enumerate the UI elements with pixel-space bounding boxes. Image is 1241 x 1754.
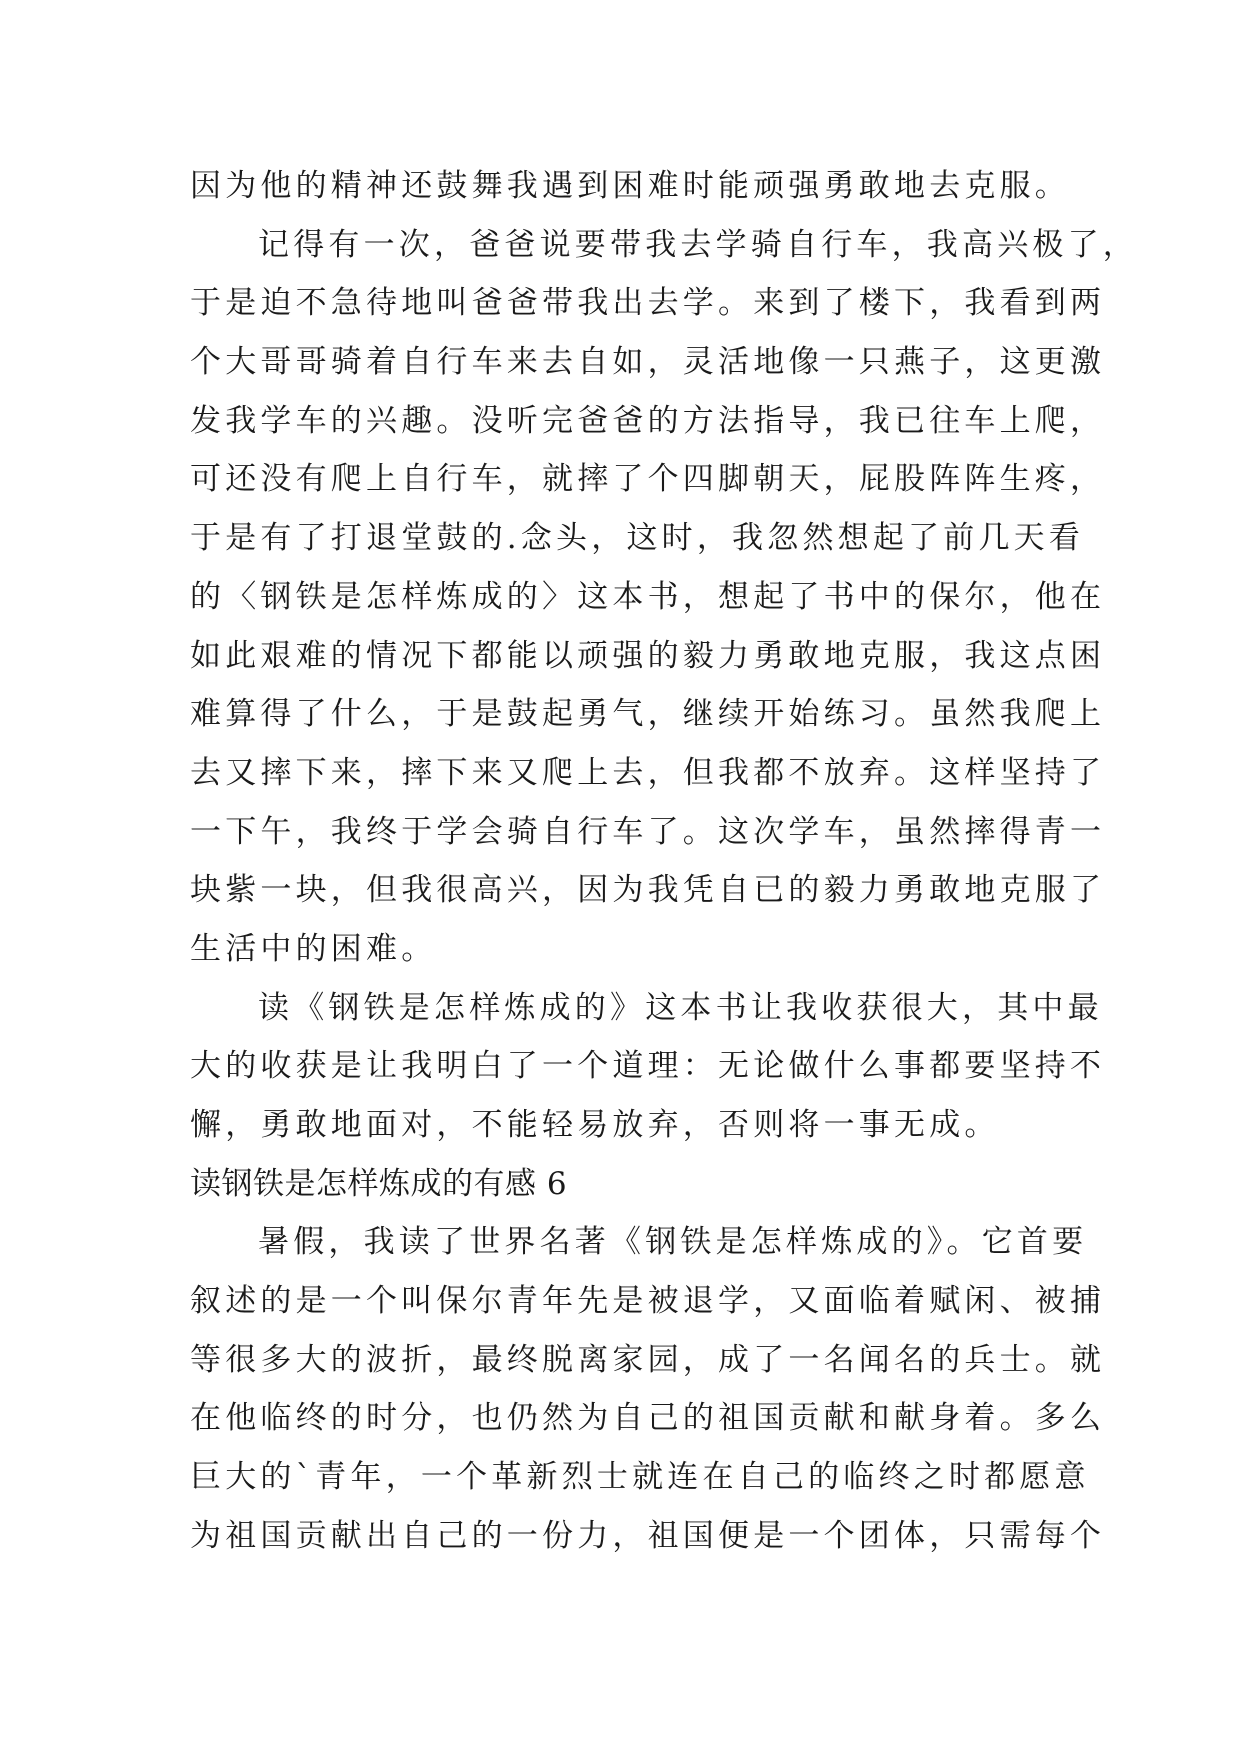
text-line: 懈，勇敢地面对，不能轻易放弃，否则将一事无成。	[190, 1107, 1000, 1143]
text-line: 如此艰难的情况下都能以顽强的毅力勇敢地克服，我这点困	[190, 637, 1106, 674]
text-line: 可还没有爬上自行车，就摔了个四脚朝天，屁股阵阵生疼，	[190, 461, 1106, 498]
text-line: 记得有一次，爸爸说要带我去学骑自行车，我高兴极了，	[258, 226, 1138, 263]
text-line: 难算得了什么，于是鼓起勇气，继续开始练习。虽然我爬上	[190, 696, 1106, 733]
text-line: 为祖国贡献出自己的一份力，祖国便是一个团体，只需每个	[190, 1517, 1106, 1554]
text-line: 发我学车的兴趣。没听完爸爸的方法指导，我已往车上爬，	[190, 402, 1106, 439]
section-heading: 读钢铁是怎样炼成的有感 6	[190, 1165, 568, 1202]
text-line: 块紫一块，但我很高兴，因为我凭自已的毅力勇敢地克服了	[190, 872, 1106, 909]
text-line: 因为他的精神还鼓舞我遇到困难时能顽强勇敢地去克服。	[190, 168, 1070, 204]
text-line: 于是迫不急待地叫爸爸带我出去学。来到了楼下，我看到两	[190, 285, 1106, 322]
text-line: 在他临终的时分，也仍然为自己的祖国贡献和献身着。多么	[190, 1400, 1106, 1437]
text-line: 叙述的是一个叫保尔青年先是被退学，又面临着赋闲、被捕	[190, 1283, 1106, 1320]
text-line: 生活中的困难。	[190, 930, 437, 967]
text-line: 暑假，我读了世界名著《钢铁是怎样炼成的》。它首要	[258, 1224, 1088, 1261]
text-line: 读《钢铁是怎样炼成的》这本书让我收获很大，其中最	[258, 989, 1103, 1026]
text-line: 个大哥哥骑着自行车来去自如，灵活地像一只燕子，这更激	[190, 344, 1106, 381]
text-line: 大的收获是让我明白了一个道理：无论做什么事都要坚持不	[190, 1048, 1106, 1085]
text-line: 巨大的`青年，一个革新烈士就连在自己的临终之时都愿意	[190, 1459, 1090, 1496]
text-line: 一下午，我终于学会骑自行车了。这次学车，虽然摔得青一	[190, 813, 1106, 850]
text-line: 的〈钢铁是怎样炼成的〉这本书，想起了书中的保尔，他在	[190, 578, 1106, 615]
text-line: 去又摔下来，摔下来又爬上去，但我都不放弃。这样坚持了	[190, 754, 1106, 791]
body-text	[190, 157, 1138, 1566]
text-line: 于是有了打退堂鼓的.念头，这时，我忽然想起了前几天看	[190, 520, 1085, 557]
text-line: 等很多大的波折，最终脱离家园，成了一名闻名的兵士。就	[190, 1341, 1106, 1378]
